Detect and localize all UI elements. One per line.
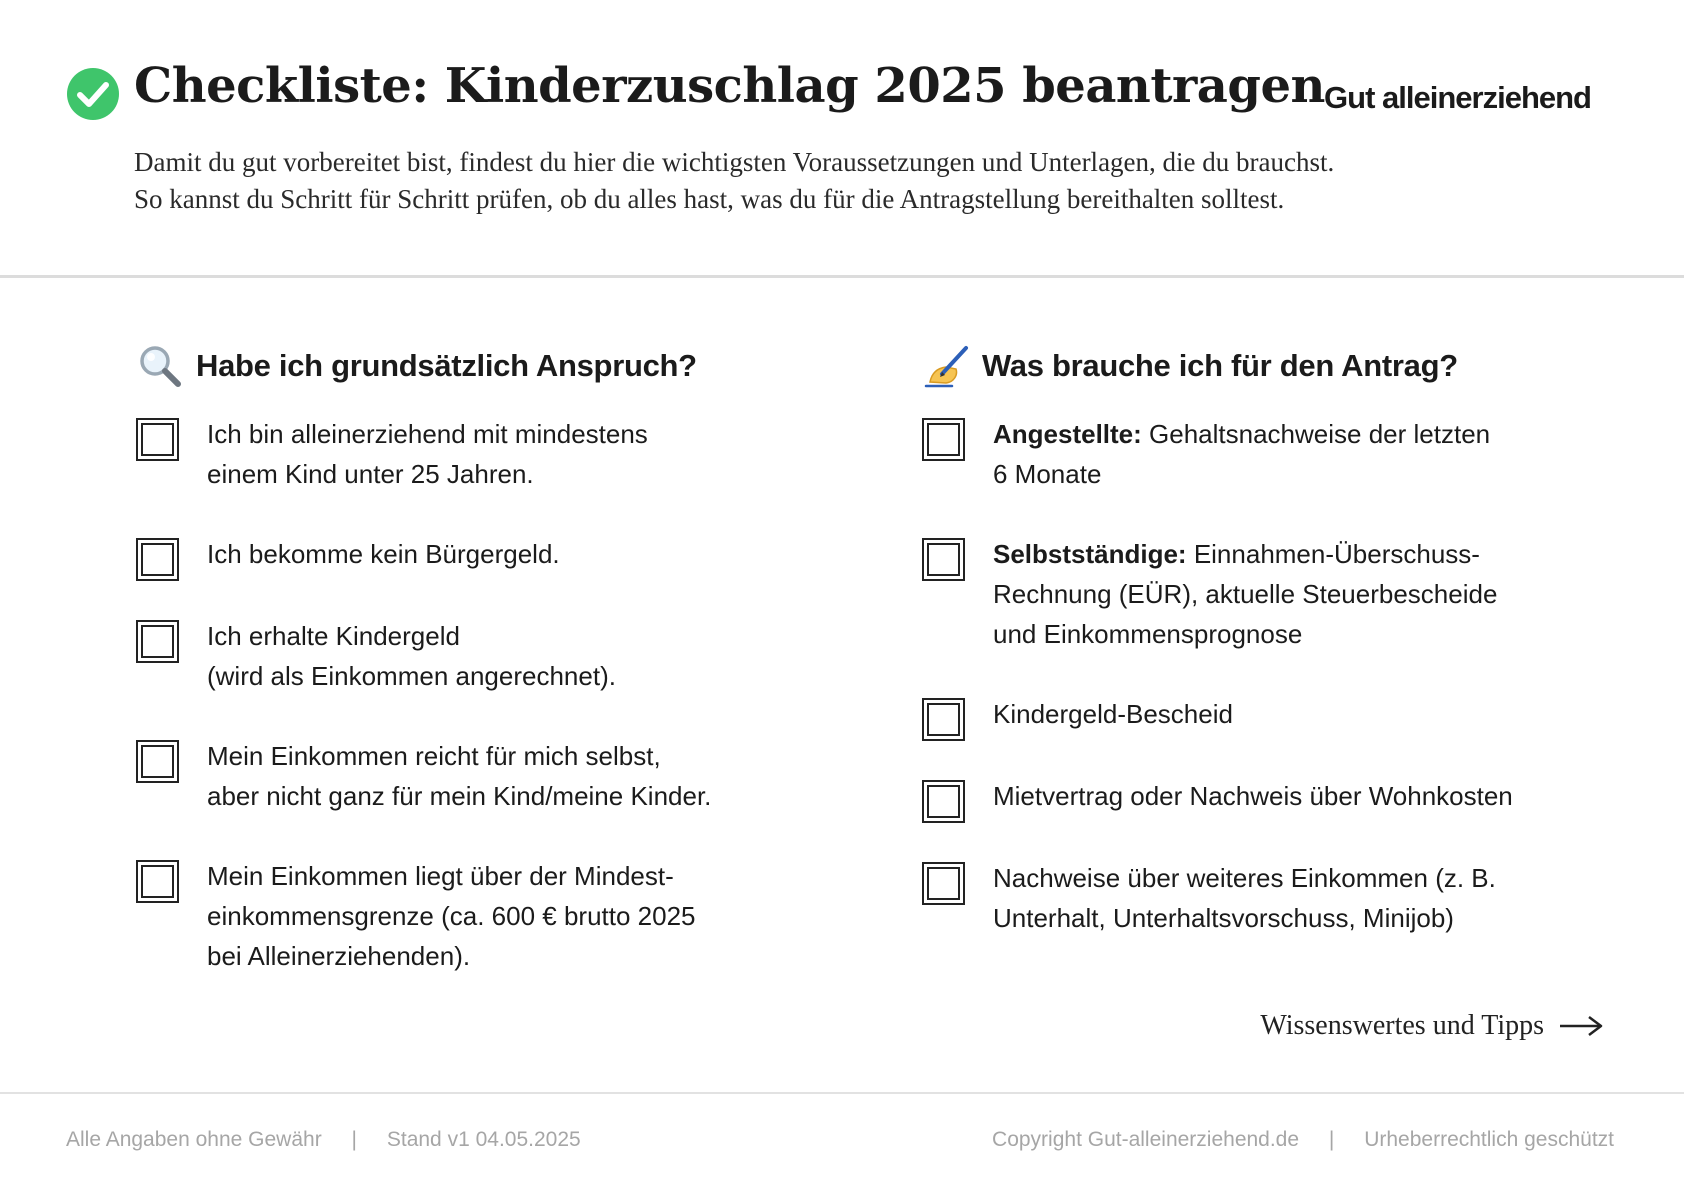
footer-left: [66, 1128, 581, 1152]
header-divider: [0, 275, 1684, 278]
checklist-item[interactable]: [136, 534, 796, 581]
checklist-item[interactable]: [136, 856, 796, 976]
checklist-item-text: Mietvertrag oder Nachweis über Wohnkosten: [993, 781, 1513, 811]
footer-separator: |: [1328, 1128, 1335, 1151]
checkbox[interactable]: [136, 538, 179, 581]
checkbox[interactable]: [922, 780, 965, 823]
documents-section: [922, 340, 1602, 978]
checklist-item[interactable]: [136, 736, 796, 816]
version-text: Stand v1 04.05.2025: [386, 1128, 581, 1151]
checkbox[interactable]: [922, 538, 965, 581]
checkbox[interactable]: [136, 860, 179, 903]
intro-text: [134, 144, 1434, 218]
checklist-item-text: Ich bin alleinerziehend mit mindestens einem Kind unter 25 Jahren.: [207, 419, 648, 489]
section-title: Was brauche ich für den Antrag?: [982, 348, 1458, 383]
checkbox[interactable]: [922, 862, 965, 905]
checklist-item[interactable]: [922, 414, 1602, 494]
checklist-item-text: Ich bekomme kein Bürgergeld.: [207, 539, 560, 569]
checklist-item[interactable]: [136, 414, 796, 494]
magnifier-icon: [136, 342, 184, 390]
brand-logo-text: Gut alleinerziehend: [1324, 80, 1591, 115]
checkbox[interactable]: [922, 418, 965, 461]
checklist-item[interactable]: [922, 776, 1602, 823]
checklist-item[interactable]: [136, 616, 796, 696]
checkbox[interactable]: [136, 620, 179, 663]
eligibility-section: [136, 340, 796, 1016]
checklist-item-text: Ich erhalte Kindergeld (wird als Einkommen angerechnet).: [207, 621, 616, 691]
checklist-item[interactable]: [922, 694, 1602, 741]
checklist-item[interactable]: [922, 534, 1602, 654]
disclaimer-text: Alle Angaben ohne Gewähr: [66, 1128, 322, 1151]
arrow-right-icon: [1558, 1014, 1604, 1038]
checklist-item-text: Angestellte: Gehaltsnachweise der letzten 6 Monate: [993, 419, 1491, 489]
writing-hand-icon: [922, 342, 970, 390]
tips-link-label: Wissenswertes und Tipps: [1260, 1010, 1544, 1041]
footer-right: [992, 1128, 1614, 1152]
footer-separator: |: [351, 1128, 358, 1151]
section-title: Habe ich grundsätzlich Anspruch?: [196, 348, 697, 383]
page-title: Checkliste: Kinderzuschlag 2025 beantragen: [134, 58, 1325, 114]
checkbox[interactable]: [922, 698, 965, 741]
protected-text: Urheberrechtlich geschützt: [1364, 1128, 1614, 1151]
checklist-item-text: Kindergeld-Bescheid: [993, 699, 1233, 729]
intro-line: So kannst du Schritt für Schritt prüfen, ob du alles hast, was du für die Antragstellung bereithalten solltest.: [134, 184, 1285, 214]
checklist-item[interactable]: [922, 858, 1602, 938]
check-circle-icon: [66, 67, 120, 121]
intro-line: Damit du gut vorbereitet bist, findest du hier die wichtigsten Voraussetzungen und Unterlagen, die du brauchst.: [134, 147, 1335, 177]
checklist-item-text: Mein Einkommen reicht für mich selbst, aber nicht ganz für mein Kind/meine Kinder.: [207, 741, 712, 811]
section-heading: [136, 340, 796, 392]
tips-link[interactable]: [1260, 1010, 1604, 1042]
section-heading: [922, 340, 1602, 392]
footer-divider: [0, 1092, 1684, 1094]
page-header: [0, 0, 1684, 278]
copyright-text: Copyright Gut-alleinerziehend.de: [992, 1128, 1300, 1151]
checkbox[interactable]: [136, 740, 179, 783]
checklist-item-text: Mein Einkommen liegt über der Mindest- einkommensgrenze (ca. 600 € brutto 2025 bei Alleinerziehenden).: [207, 861, 696, 971]
checklist-item-text: Selbstständige: Einnahmen-Überschuss- Rechnung (EÜR), aktuelle Steuerbescheide und Einkommensprognose: [993, 539, 1498, 649]
checkbox[interactable]: [136, 418, 179, 461]
checklist-item-text: Nachweise über weiteres Einkommen (z. B. Unterhalt, Unterhaltsvorschuss, Minijob): [993, 863, 1496, 933]
